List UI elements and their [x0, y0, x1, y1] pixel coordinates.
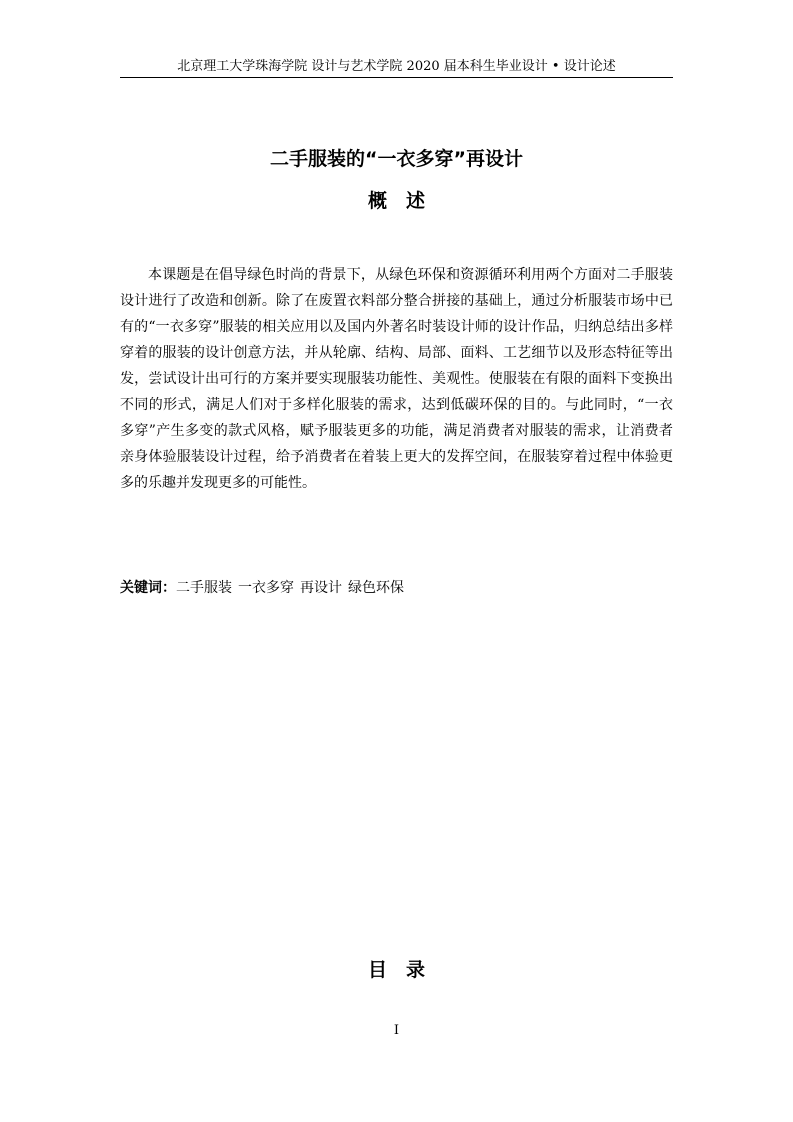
document-title: 二手服装的“一衣多穿”再设计	[270, 148, 523, 170]
toc-heading: 目 录	[367, 959, 425, 981]
keyword: 绿色环保	[348, 580, 404, 596]
keyword: 一衣多穿	[238, 580, 294, 596]
keyword: 再设计	[300, 580, 342, 596]
abstract-heading: 概 述	[367, 190, 425, 212]
abstract-body: 本课题是在倡导绿色时尚的背景下，从绿色环保和资源循环利用两个方面对二手服装设计进行了改造和创新。除了在废置衣料部分整合拼接的基础上，通过分析服装市场中已有的“一衣多穿”服装的相关应用以及国内外著名时装设计师的设计作品，归纳总结出多样穿着的服装的设计创意方法，并从轮廓、结构、局部、面料、工艺细节以及形态特征等出发，尝试设计出可行的方案并要实现服装功能性、美观性。使服装在有限的面料下变换出不同的形式，满足人们对于多样化服装的需求，达到低碳环保的目的。与此同时，“一衣多穿”产生多变的款式风格，赋予服装更多的功能，满足消费者对服装的需求，让消费者亲身体验服装设计过程，给予消费者在着装上更大的发挥空间，在服装穿着过程中体验更多的乐趣并发现更多的可能性。	[120, 267, 673, 491]
keywords-line	[120, 576, 673, 600]
keyword: 二手服装	[176, 580, 232, 596]
header-rule	[120, 77, 673, 78]
running-header: 北京理工大学珠海学院 设计与艺术学院 2020 届本科生毕业设计 • 设计论述	[177, 59, 616, 74]
page-number: I	[393, 1023, 400, 1038]
keywords-label: 关键词：	[120, 580, 176, 596]
